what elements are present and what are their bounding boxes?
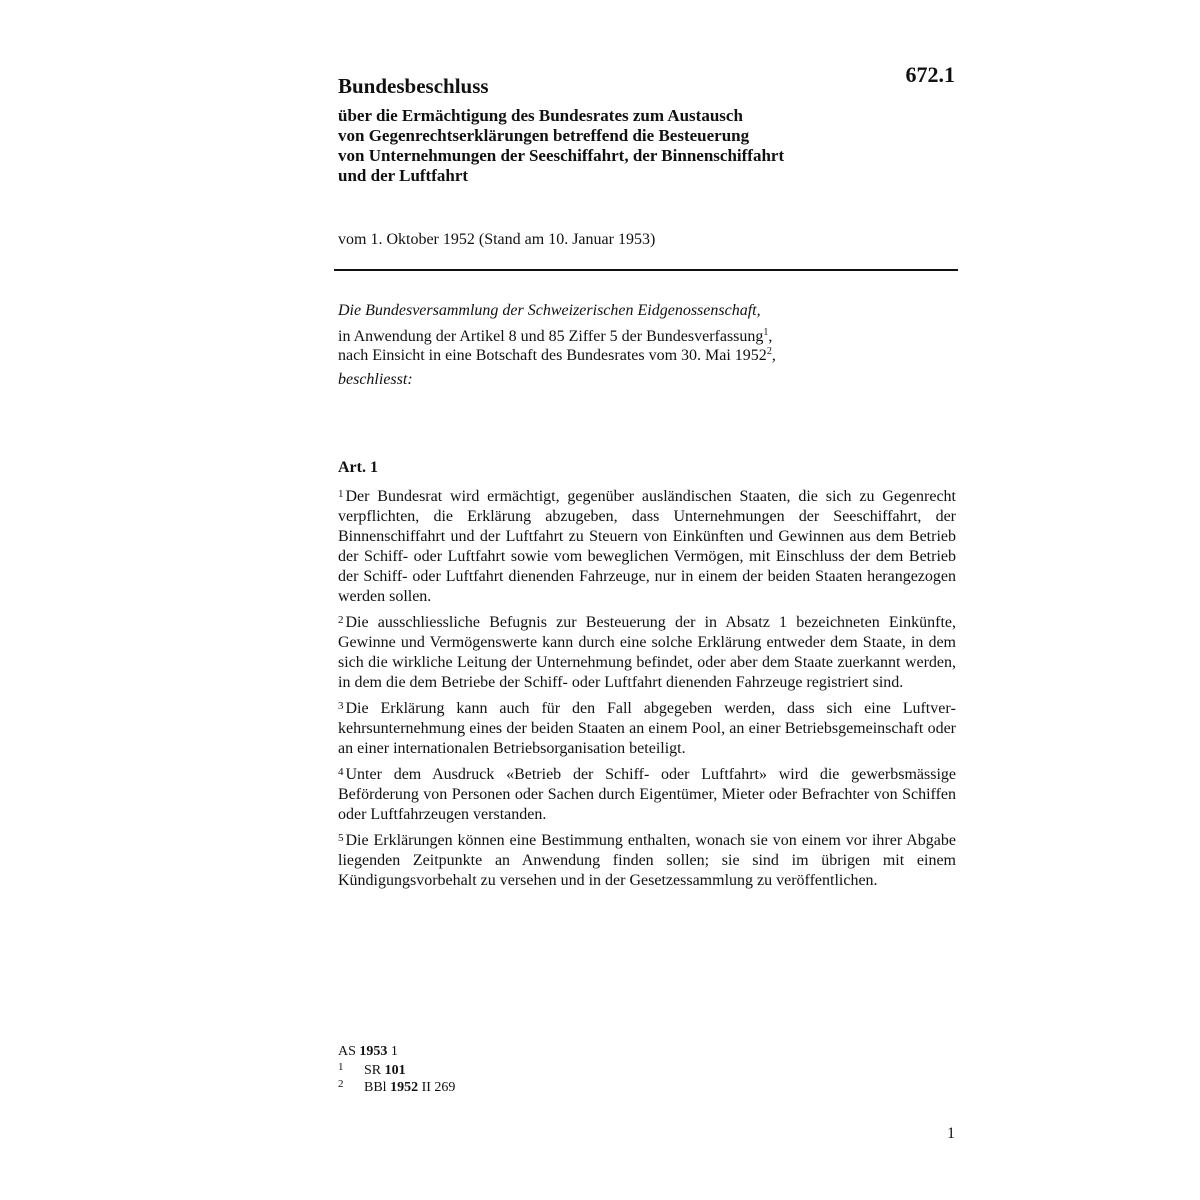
article-paragraph-4 bbox=[338, 765, 956, 825]
footnote-mark: 2 bbox=[338, 1078, 344, 1090]
paragraph-text: Der Bundesrat wird ermächtigt, gegenüber ausländischen Staaten, die sich zu Gegenrecht verpflichten, die Erklärung abzugeben, dass Unternehmungen der Seeschiffahrt, der Binnenschiffahrt und der Luftfahrt zu Steuern von Einkünften und Gewinnen aus dem Betrieb der Schiff- oder Luftfahrt sowie vom beweglichen Vermögen, mit Einschluss der dem Betrieb der Schiff- oder Luftfahrt dienenden Fahrzeuge, nur in einem der beiden Staaten herangezogen werden sollen. bbox=[338, 488, 956, 605]
paragraph-number: 2 bbox=[338, 614, 344, 626]
article-1 bbox=[338, 458, 956, 897]
preamble-message bbox=[338, 346, 958, 365]
footnote-text: BBl 1952 II 269 bbox=[364, 1080, 456, 1095]
source-reference bbox=[338, 1043, 455, 1060]
paragraph-number: 5 bbox=[338, 832, 344, 844]
footnote-ref-2[interactable]: 2 bbox=[766, 346, 772, 357]
subtitle-line: von Gegenrechtserklärungen betreffend die Besteuerung bbox=[338, 126, 750, 145]
document-header bbox=[338, 74, 958, 186]
document-date: vom 1. Oktober 1952 (Stand am 10. Januar 1953) bbox=[338, 231, 656, 248]
footnote-2 bbox=[338, 1079, 455, 1096]
paragraph-number: 3 bbox=[338, 700, 344, 712]
paragraph-number: 1 bbox=[338, 488, 344, 500]
article-paragraph-3 bbox=[338, 699, 956, 759]
preamble-basis bbox=[338, 327, 958, 346]
preamble-authority: Die Bundesversammlung der Schweizerischen Eidgenossenschaft, bbox=[338, 302, 761, 319]
preamble-basis-text: in Anwendung der Artikel 8 und 85 Ziffer 5 der Bundesverfassung bbox=[338, 328, 764, 345]
footnotes bbox=[338, 1043, 455, 1096]
source-prefix: AS bbox=[338, 1044, 356, 1059]
paragraph-number: 4 bbox=[338, 766, 344, 778]
preamble-basis-end: , bbox=[768, 328, 773, 345]
preamble-message-end: , bbox=[771, 347, 776, 364]
subtitle-line: über die Ermächtigung des Bundesrates zum Austausch bbox=[338, 106, 743, 125]
header-divider bbox=[334, 269, 958, 271]
source-year: 1953 bbox=[359, 1044, 388, 1059]
preamble-message-text: nach Einsicht in eine Botschaft des Bundesrates vom 30. Mai 1952 bbox=[338, 347, 767, 364]
paragraph-text: Die Erklärungen können eine Bestimmung enthalten, wonach sie von einem vor ihrer Abgabe liegenden Zeitpunkte an Anwendung finden sollen; sie sind im übrigen mit einem Kündigungsvorbehalt zu versehen und in der Gesetzessammlung zu veröffentlichen. bbox=[338, 832, 956, 889]
paragraph-text: Unter dem Ausdruck «Betrieb der Schiff- oder Luftfahrt» wird die gewerbsmässige Beförderung von Personen oder Sachen durch Eigentümer, Mieter oder Befrachter von Schiffen oder Luftfahrzeugen verstanden. bbox=[338, 766, 956, 823]
article-paragraph-1 bbox=[338, 487, 956, 607]
document-subtitle bbox=[338, 106, 958, 186]
footnote-ref-1[interactable]: 1 bbox=[763, 327, 769, 338]
paragraph-text: Die ausschliessliche Befugnis zur Besteuerung der in Absatz 1 bezeichneten Einkünfte, Gewinne und Vermögenswerte kann durch eine solche Erklärung entweder dem Staate, in dem sich die wirkliche Leitung der Unternehmung befindet, oder aber dem Staate zuerkannt werden, in dem die dem Betriebe der Schiff- oder Luftfahrt dienenden Fahrzeuge registriert sind. bbox=[338, 614, 956, 691]
article-heading: Art. 1 bbox=[338, 459, 378, 476]
subtitle-line: von Unternehmungen der Seeschiffahrt, der Binnenschiffahrt bbox=[338, 146, 785, 165]
preamble-resolves: beschliesst: bbox=[338, 371, 413, 388]
subtitle-line: und der Luftfahrt bbox=[338, 166, 469, 185]
footnote-text: SR 101 bbox=[364, 1063, 406, 1078]
source-page: 1 bbox=[390, 1044, 398, 1059]
sr-number: 672.1 bbox=[905, 62, 955, 87]
document-title: Bundesbeschluss bbox=[338, 74, 489, 98]
preamble bbox=[338, 301, 958, 389]
article-paragraph-2 bbox=[338, 613, 956, 693]
paragraph-text: Die Erklärung kann auch für den Fall abgegeben werden, dass sich eine Luftverkehrsunternehmung eines der beiden Staaten an einem Pool, an einer Betriebsgemeinschaft oder an einer internationalen Betriebsorganisation beteiligt. bbox=[338, 700, 956, 757]
footnote-mark: 1 bbox=[338, 1061, 344, 1073]
page-number: 1 bbox=[947, 1125, 955, 1142]
article-paragraph-5 bbox=[338, 831, 956, 891]
